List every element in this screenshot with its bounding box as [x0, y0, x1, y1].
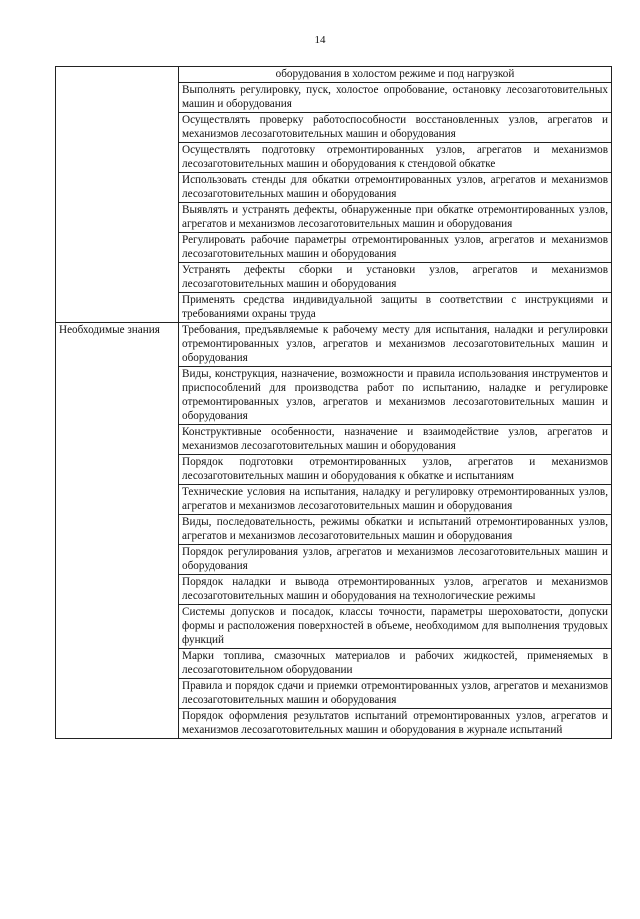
table-row [56, 67, 612, 83]
skills-label-cell [56, 67, 179, 323]
knowledge-item: Системы допусков и посадок, классы точности, параметры шероховатости, допуски формы и расположения поверхностей в объеме, необходимом для выполнения трудовых функций [179, 605, 612, 649]
knowledge-item: Порядок подготовки отремонтированных узлов, агрегатов и механизмов лесозаготовительных машин и оборудования к обкатке и испытаниям [179, 455, 612, 485]
page-number: 14 [314, 34, 326, 46]
skill-item: оборудования в холостом режиме и под нагрузкой [179, 67, 612, 83]
competency-table [55, 66, 612, 739]
knowledge-item: Порядок оформления результатов испытаний отремонтированных узлов, агрегатов и механизмов лесозаготовительных машин и оборудования в журнале испытаний [179, 709, 612, 739]
competency-table-body [56, 67, 612, 739]
table-row [56, 323, 612, 367]
skill-item: Применять средства индивидуальной защиты в соответствии с инструкциями и требованиями охраны труда [179, 293, 612, 323]
knowledge-item: Порядок регулирования узлов, агрегатов и механизмов лесозаготовительных машин и оборудования [179, 545, 612, 575]
knowledge-label: Необходимые знания [56, 323, 179, 739]
knowledge-item: Порядок наладки и вывода отремонтированных узлов, агрегатов и механизмов лесозаготовительных машин и оборудования на технологические режимы [179, 575, 612, 605]
skill-item: Устранять дефекты сборки и установки узлов, агрегатов и механизмов лесозаготовительных машин и оборудования [179, 263, 612, 293]
knowledge-item: Виды, последовательность, режимы обкатки и испытаний отремонтированных узлов, агрегатов и механизмов лесозаготовительных машин и оборудования [179, 515, 612, 545]
skill-item: Выявлять и устранять дефекты, обнаруженные при обкатке отремонтированных узлов, агрегатов и механизмов лесозаготовительных машин и оборудования [179, 203, 612, 233]
knowledge-item: Правила и порядок сдачи и приемки отремонтированных узлов, агрегатов и механизмов лесозаготовительных машин и оборудования [179, 679, 612, 709]
knowledge-item: Требования, предъявляемые к рабочему месту для испытания, наладки и регулировки отремонтированных узлов, агрегатов и механизмов лесозаготовительных машин и оборудования [179, 323, 612, 367]
skill-item: Осуществлять подготовку отремонтированных узлов, агрегатов и механизмов лесозаготовительных машин и оборудования к стендовой обкатке [179, 143, 612, 173]
knowledge-item: Виды, конструкция, назначение, возможности и правила использования инструментов и приспособлений для производства работ по испытанию, наладке и регулировке отремонтированных узлов, агрегатов и механизмов лесозаготовительных машин и оборудования [179, 367, 612, 425]
skill-item: Осуществлять проверку работоспособности восстановленных узлов, агрегатов и механизмов лесозаготовительных машин и оборудования [179, 113, 612, 143]
skill-item: Регулировать рабочие параметры отремонтированных узлов, агрегатов и механизмов лесозаготовительных машин и оборудования [179, 233, 612, 263]
skill-item: Выполнять регулировку, пуск, холостое опробование, остановку лесозаготовительных машин и оборудования [179, 83, 612, 113]
skill-item: Использовать стенды для обкатки отремонтированных узлов, агрегатов и механизмов лесозаготовительных машин и оборудования [179, 173, 612, 203]
knowledge-item: Технические условия на испытания, наладку и регулировку отремонтированных узлов, агрегатов и механизмов лесозаготовительных машин и оборудования [179, 485, 612, 515]
knowledge-item: Марки топлива, смазочных материалов и рабочих жидкостей, применяемых в лесозаготовительном оборудовании [179, 649, 612, 679]
knowledge-item: Конструктивные особенности, назначение и взаимодействие узлов, агрегатов и механизмов лесозаготовительных машин и оборудования [179, 425, 612, 455]
